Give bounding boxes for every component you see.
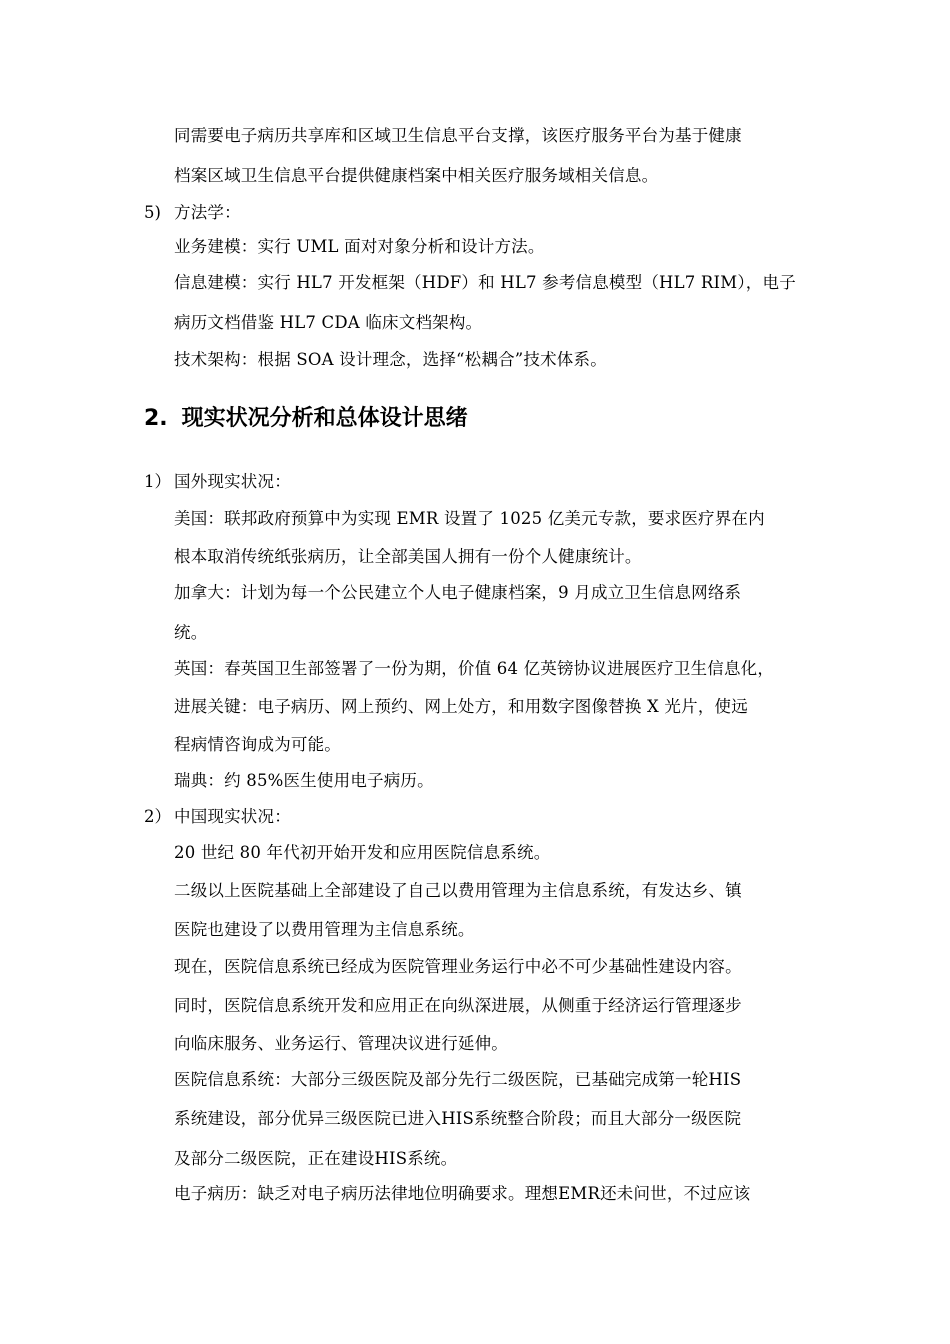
paragraph-line: 瑞典：约 85%医生使用电子病历。 [174,771,434,790]
paragraph-line: 同时，医院信息系统开发和应用正在向纵深进展，从侧重于经济运行管理逐步 [174,996,742,1015]
section-heading-text: 现实状况分析和总体设计思绪 [181,406,468,431]
paragraph-line: 向临床服务、业务运行、管理决议进行延伸。 [174,1034,508,1053]
paragraph-line: 档案区域卫生信息平台提供健康档案中相关医疗服务域相关信息。 [174,166,659,185]
paragraph-line: 业务建模：实行 UML 面对对象分析和设计方法。 [174,237,545,256]
paragraph-line: 技术架构：根据 SOA 设计理念，选择“松耦合”技术体系。 [174,350,607,369]
paragraph-line: 英国：春英国卫生部签署了一份为期，价值 64 亿英镑协议进展医疗卫生信息化， [174,659,775,678]
paragraph-line: 医院也建设了以费用管理为主信息系统。 [174,920,475,939]
list-number: 5) [144,203,161,222]
paragraph-line: 进展关键：电子病历、网上预约、网上处方，和用数字图像替换 X 光片，使远 [174,697,748,716]
paragraph-line: 电子病历：缺乏对电子病历法律地位明确要求。理想EMR还未问世，不过应该 [174,1184,751,1203]
list-number: 1） [144,472,171,491]
list-number: 2） [144,807,171,826]
paragraph-line: 病历文档借鉴 HL7 CDA 临床文档架构。 [174,313,483,332]
paragraph-line: 美国：联邦政府预算中为实现 EMR 设置了 1025 亿美元专款，要求医疗界在内 [174,509,765,528]
paragraph-line: 二级以上医院基础上全部建设了自己以费用管理为主信息系统，有发达乡、镇 [174,881,742,900]
list-item-title: 国外现实状况： [174,472,291,491]
paragraph-line: 系统建设，部分优异三级医院已进入HIS系统整合阶段；而且大部分一级医院 [174,1109,742,1128]
section-heading-number: 2. [144,406,168,431]
paragraph-line: 加拿大：计划为每一个公民建立个人电子健康档案，9 月成立卫生信息网络系 [174,583,742,602]
section-heading [144,404,468,434]
paragraph-line: 信息建模：实行 HL7 开发框架（HDF）和 HL7 参考信息模型（HL7 RIM），电子 [174,273,796,292]
paragraph-line: 程病情咨询成为可能。 [174,735,341,754]
paragraph-line: 现在，医院信息系统已经成为医院管理业务运行中必不可少基础性建设内容。 [174,957,742,976]
paragraph-line: 统。 [174,623,208,642]
paragraph-line: 医院信息系统：大部分三级医院及部分先行二级医院，已基础完成第一轮HIS [174,1070,742,1089]
paragraph-line: 同需要电子病历共享库和区域卫生信息平台支撑，该医疗服务平台为基于健康 [174,126,742,145]
paragraph-line: 根本取消传统纸张病历，让全部美国人拥有一份个人健康统计。 [174,547,642,566]
list-item-title: 中国现实状况： [174,807,291,826]
paragraph-line: 及部分二级医院，正在建设HIS系统。 [174,1149,458,1168]
list-item-title: 方法学： [174,203,241,222]
paragraph-line: 20 世纪 80 年代初开始开发和应用医院信息系统。 [174,843,551,862]
